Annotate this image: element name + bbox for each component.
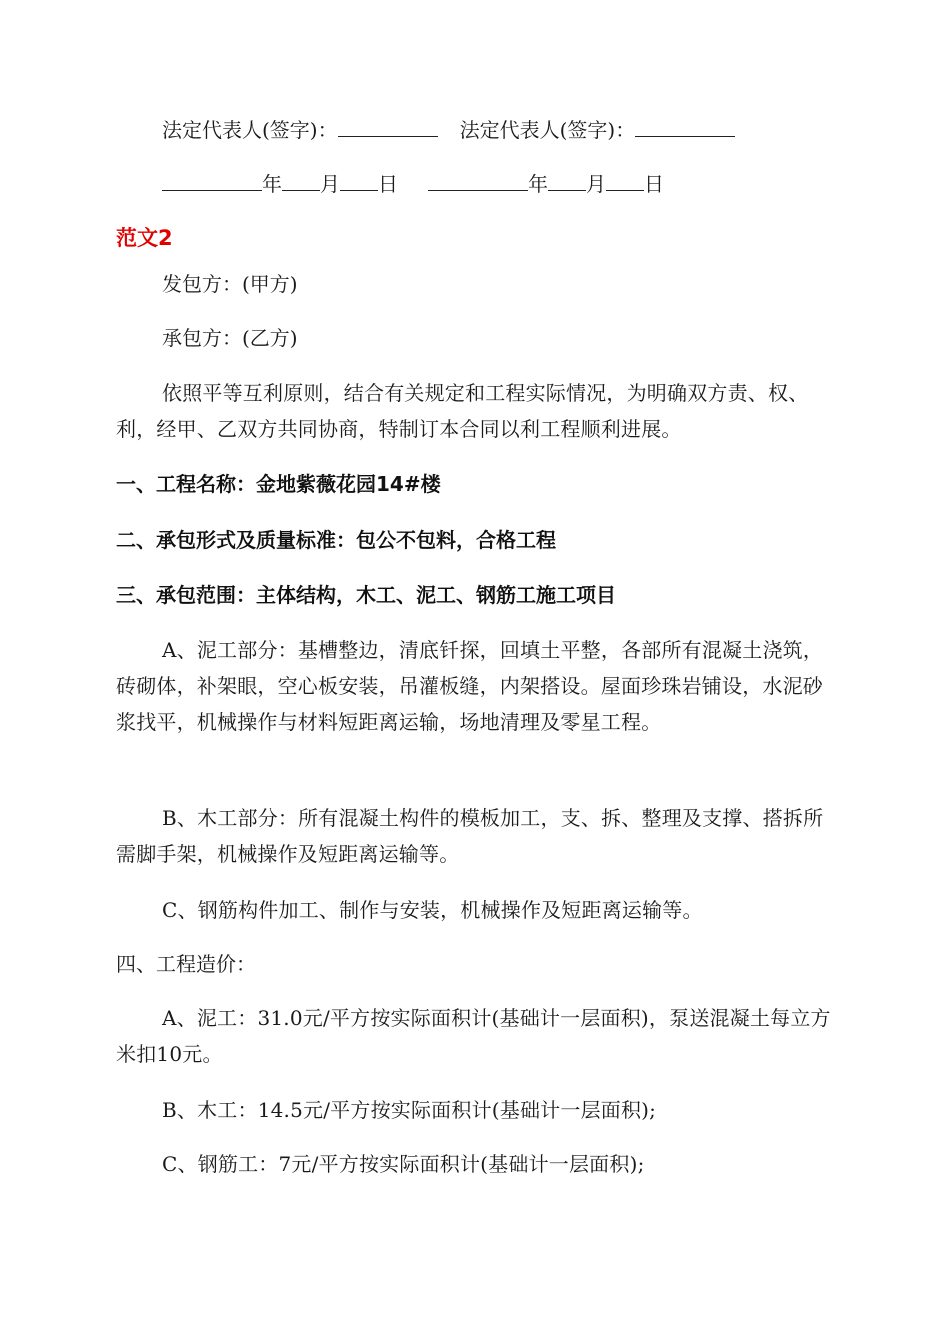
price-masonry: A、泥工：31.0元/平方按实际面积计(基础计一层面积)，泵送混凝土每立方米扣10元。 — [116, 1006, 831, 1066]
heading-scope: 三、承包范围：主体结构，木工、泥工、钢筋工施工项目 — [116, 583, 616, 607]
intro-paragraph: 依照平等互利原则，结合有关规定和工程实际情况，为明确双方责、权、利，经甲、乙双方共同协商，特制订本合同以利工程顺利进展。 — [116, 381, 809, 441]
signature-blank-right — [635, 114, 735, 137]
section-title: 范文2 — [116, 226, 173, 250]
month-blank-right — [548, 168, 586, 191]
signature-blank-left — [338, 114, 438, 137]
scope-carpentry: B、木工部分：所有混凝土构件的模板加工，支、拆、整理及支撑、搭拆所需脚手架，机械操作及短距离运输等。 — [116, 806, 824, 866]
month-label-left: 月 — [320, 172, 340, 196]
price-title: 四、工程造价： — [116, 952, 256, 976]
year-label-right: 年 — [528, 172, 548, 196]
heading-project-name: 一、工程名称：金地紫薇花园14#楼 — [116, 472, 441, 496]
price-rebar: C、钢筋工：7元/平方按实际面积计(基础计一层面积); — [162, 1152, 645, 1176]
rep-label-right: 法定代表人(签字)： — [459, 118, 636, 142]
day-blank-left — [340, 168, 378, 191]
scope-rebar: C、钢筋构件加工、制作与安装，机械操作及短距离运输等。 — [162, 898, 703, 922]
year-label-left: 年 — [262, 172, 282, 196]
year-blank-left — [162, 168, 262, 191]
party-a: 发包方：(甲方) — [162, 272, 298, 296]
rep-label-left: 法定代表人(签字)： — [162, 118, 338, 142]
price-carpentry: B、木工：14.5元/平方按实际面积计(基础计一层面积); — [162, 1098, 657, 1122]
signature-row — [162, 112, 842, 148]
month-blank-left — [282, 168, 320, 191]
month-label-right: 月 — [586, 172, 606, 196]
scope-masonry: A、泥工部分：基槽整边，清底钎探，回填土平整，各部所有混凝土浇筑，砖砌体，补架眼，空心板安装，吊灌板缝，内架搭设。屋面珍珠岩铺设，水泥砂浆找平，机械操作与材料短距离运输，场地清理及零星工程。 — [116, 638, 824, 734]
day-label-right: 日 — [644, 172, 664, 196]
year-blank-right — [428, 168, 528, 191]
day-blank-right — [606, 168, 644, 191]
date-row — [162, 166, 842, 202]
heading-contract-form: 二、承包形式及质量标准：包公不包料，合格工程 — [116, 528, 556, 552]
party-b: 承包方：(乙方) — [162, 326, 298, 350]
day-label-left: 日 — [378, 172, 398, 196]
